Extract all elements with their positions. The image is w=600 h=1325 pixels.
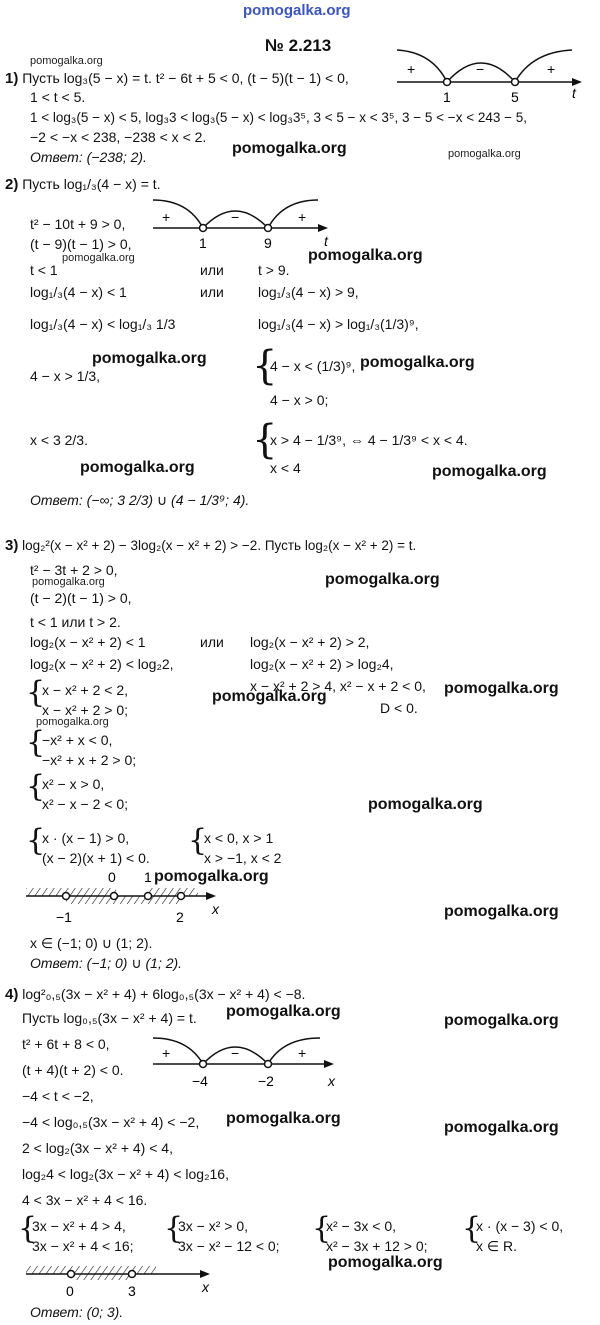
arc	[153, 1038, 203, 1064]
point-label: 9	[264, 235, 272, 251]
point-label: 5	[511, 89, 519, 105]
system-brace: {	[26, 823, 46, 858]
s2-right-1: log₁/₃(4 − x) > 9,	[258, 284, 359, 300]
s2-right-4: 4 − x > 0;	[270, 392, 329, 408]
system-brace: {	[462, 1211, 482, 1246]
s3-sys4-1: (x − 2)(x + 1) < 0.	[42, 850, 150, 866]
s4-sys1-0: 3x − x² + 4 > 4,	[32, 1218, 126, 1234]
open-point	[68, 1271, 75, 1278]
s4-left-7: 4 < 3x − x² + 4 < 16.	[22, 1192, 148, 1208]
s4-sys3-0: x² − 3x < 0,	[326, 1218, 397, 1234]
s4-sys4-0: x · (x − 3) < 0,	[476, 1218, 564, 1234]
s3-right-1: log₂(x − x² + 2) > log₂4,	[250, 656, 394, 672]
s3-result: x ∈ (−1; 0) ∪ (1; 2).	[30, 935, 153, 951]
s4-sys3-1: x² − 3x + 12 > 0;	[326, 1238, 428, 1254]
section-number: 1)	[5, 70, 19, 87]
s4-sys2-1: 3x − x² − 12 < 0;	[178, 1238, 280, 1254]
s2-left-3: log₁/₃(4 − x) < 1	[30, 284, 127, 300]
sign-label: +	[162, 209, 171, 225]
arc	[515, 50, 572, 82]
point-label: 1	[199, 235, 207, 251]
sign-axis-4	[148, 1030, 348, 1090]
arc	[153, 200, 203, 228]
section-number: 4)	[5, 986, 19, 1003]
system-brace: {	[312, 1211, 332, 1246]
hatched-region	[66, 896, 181, 904]
open-point	[63, 893, 70, 900]
watermark: pomogalka.org	[32, 576, 105, 588]
watermark: pomogalka.org	[444, 1012, 559, 1029]
s3-line1: log₂²(x − x² + 2) − 3log₂(x − x² + 2) > −2. Пусть log₂(x − x² + 2) = t.	[22, 538, 417, 553]
arc	[268, 1038, 320, 1064]
s4-left-5: 2 < log₂(3x − x² + 4) < 4,	[22, 1140, 173, 1156]
s3-sys2-0: −x² + x < 0,	[42, 732, 113, 748]
s2-left-6: x < 3 2/3.	[30, 432, 88, 448]
axis-arrow	[324, 1060, 334, 1068]
axis-var: t	[572, 85, 576, 101]
watermark: pomogalka.org	[80, 459, 195, 476]
sign-label: +	[298, 1045, 307, 1061]
s2-left-5: 4 − x > 1/3,	[30, 368, 101, 384]
section-2	[5, 176, 161, 193]
sign-label: +	[547, 61, 556, 77]
watermark: pomogalka.org	[444, 680, 559, 697]
axis-arrow	[318, 224, 328, 232]
s2-left-2: t < 1	[30, 262, 58, 278]
watermark: pomogalka.org	[30, 55, 103, 67]
open-point	[512, 79, 519, 86]
sign-label: −	[231, 1045, 240, 1061]
point-label: 0	[108, 869, 116, 885]
watermark: pomogalka.org	[36, 716, 109, 728]
s4-sys1-1: 3x − x² + 4 < 16;	[32, 1238, 134, 1254]
axis-var: x	[328, 1073, 335, 1089]
watermark: pomogalka.org	[432, 463, 547, 480]
s1-line1: Пусть log₃(5 − x) = t. t² − 6t + 5 < 0, (t − 5)(t − 1) < 0,	[22, 70, 349, 86]
axis-arrow	[200, 1270, 210, 1278]
s3-sys4-0: x · (x − 1) > 0,	[42, 830, 130, 846]
watermark: pomogalka.org	[325, 571, 440, 588]
s1-line3: 1 < log₃(5 − x) < 5, log₃3 < log₃(5 − x) < log₃3⁵, 3 < 5 − x < 3⁵, 3 − 5 < −x < 243 − 5,	[30, 110, 527, 125]
point-label: −4	[192, 1073, 208, 1089]
site-header[interactable]: pomogalka.org	[243, 2, 351, 19]
s2-right-2: log₁/₃(4 − x) > log₁/₃(1/3)⁹,	[258, 316, 419, 332]
s2-right-0: t > 9.	[258, 262, 290, 278]
system-brace: {	[26, 725, 46, 760]
open-point	[111, 893, 118, 900]
watermark: pomogalka.org	[226, 1003, 341, 1020]
watermark: pomogalka.org	[232, 140, 347, 157]
s4-left-4: −4 < log₀,₅(3x − x² + 4) < −2,	[22, 1114, 200, 1130]
s3-answer: Ответ: (−1; 0) ∪ (1; 2).	[30, 955, 183, 971]
s1-line4: −2 < −x < 238, −238 < x < 2.	[30, 129, 207, 145]
s2-answer: Ответ: (−∞; 3 2/3) ∪ (4 − 1/3⁹; 4).	[30, 492, 250, 508]
open-point	[200, 1061, 207, 1068]
s3-sys5-0: x < 0, x > 1	[204, 830, 274, 846]
s3-sys3-0: x² − x > 0,	[42, 776, 105, 792]
axis-arrow	[206, 892, 216, 900]
point-label: 1	[443, 89, 451, 105]
s2-left-0: t² − 10t + 9 > 0,	[30, 216, 126, 232]
sign-label: +	[298, 209, 307, 225]
s4-left-3: −4 < t < −2,	[22, 1088, 94, 1104]
section-1	[5, 70, 349, 87]
s3-left-4: log₂(x − x² + 2) < log₂2,	[30, 656, 174, 672]
system-brace: {	[252, 343, 278, 389]
open-point	[129, 1271, 136, 1278]
s2-or: или	[200, 262, 224, 278]
watermark: pomogalka.org	[92, 350, 207, 367]
s3-or: или	[200, 634, 224, 650]
point-label: −2	[258, 1073, 274, 1089]
sign-label: +	[162, 1045, 171, 1061]
s3-left-3: log₂(x − x² + 2) < 1	[30, 634, 146, 650]
system-brace: {	[164, 1211, 184, 1246]
s3-right-3: D < 0.	[380, 700, 418, 716]
s4-left-6: log₂4 < log₂(3x − x² + 4) < log₂16,	[22, 1166, 229, 1182]
s3-sys5-1: x > −1, x < 2	[204, 850, 282, 866]
hatched-region	[26, 888, 116, 896]
sign-axis-1	[392, 40, 592, 110]
hatched-region	[71, 1274, 131, 1280]
s3-left-1: (t − 2)(t − 1) > 0,	[30, 590, 132, 606]
watermark: pomogalka.org	[308, 247, 423, 264]
sign-label: +	[407, 61, 416, 77]
watermark: pomogalka.org	[360, 354, 475, 371]
s2-left-1: (t − 9)(t − 1) > 0,	[30, 236, 132, 252]
watermark: pomogalka.org	[62, 252, 135, 264]
hatched-region	[26, 1266, 156, 1274]
s3-sys1-0: x − x² + 2 < 2,	[42, 682, 128, 698]
watermark: pomogalka.org	[154, 868, 269, 885]
sign-label: −	[231, 209, 240, 225]
s4-left-0: Пусть log₀,₅(3x − x² + 4) = t.	[22, 1010, 197, 1026]
s2-right-5: x > 4 − 1/3⁹, ⇔ 4 − 1/3⁹ < x < 4.	[270, 432, 468, 448]
s3-sys1-1: x − x² + 2 > 0;	[42, 702, 128, 718]
open-point	[265, 1061, 272, 1068]
point-label: 2	[176, 909, 184, 925]
s2-or: или	[200, 284, 224, 300]
section-4	[5, 986, 305, 1003]
s3-right-0: log₂(x − x² + 2) > 2,	[250, 634, 370, 650]
open-point	[178, 893, 185, 900]
interval-axis-3	[26, 868, 226, 928]
s4-sys4-1: x ∈ R.	[476, 1238, 517, 1254]
s1-answer: Ответ: (−238; 2).	[30, 149, 147, 165]
s2-line1: Пусть log₁/₃(4 − x) = t.	[22, 176, 161, 192]
s2-left-4: log₁/₃(4 − x) < log₁/₃ 1/3	[30, 316, 176, 332]
open-point	[265, 225, 272, 232]
point-label: −1	[56, 909, 72, 925]
axis-var: x	[212, 901, 219, 917]
s3-sys3-1: x² − x − 2 < 0;	[42, 796, 128, 812]
system-brace: {	[26, 769, 46, 804]
s4-left-1: t² + 6t + 8 < 0,	[22, 1036, 110, 1052]
s1-line2: 1 < t < 5.	[30, 89, 86, 105]
s3-sys2-1: −x² + x + 2 > 0;	[42, 752, 137, 768]
system-brace: {	[188, 823, 208, 858]
interval-axis-4	[26, 1262, 226, 1302]
watermark: pomogalka.org	[444, 903, 559, 920]
s3-left-2: t < 1 или t > 2.	[30, 614, 121, 630]
s3-right-2: x − x² + 2 > 4, x² − x + 2 < 0,	[250, 678, 426, 694]
axis-var: t	[324, 233, 328, 249]
arc	[268, 200, 318, 228]
section-number: 3)	[5, 537, 19, 554]
section-3	[5, 537, 416, 554]
open-point	[145, 893, 152, 900]
open-point	[200, 225, 207, 232]
arc	[397, 50, 447, 82]
s4-line1: log²₀,₅(3x − x² + 4) + 6log₀,₅(3x − x² + 4) < −8.	[22, 986, 306, 1002]
s4-sys2-0: 3x − x² > 0,	[178, 1218, 249, 1234]
sign-axis-2	[148, 192, 338, 252]
section-number: 2)	[5, 176, 19, 193]
watermark: pomogalka.org	[448, 148, 521, 160]
open-point	[444, 79, 451, 86]
watermark: pomogalka.org	[444, 1119, 559, 1136]
s3-left-0: t² − 3t + 2 > 0,	[30, 562, 118, 578]
point-label: 3	[128, 1283, 136, 1299]
watermark: pomogalka.org	[226, 1110, 341, 1127]
watermark: pomogalka.org	[368, 796, 483, 813]
watermark: pomogalka.org	[328, 1254, 443, 1271]
system-brace: {	[26, 675, 46, 710]
point-label: 1	[144, 869, 152, 885]
s4-left-2: (t + 4)(t + 2) < 0.	[22, 1062, 124, 1078]
s2-right-3: 4 − x < (1/3)⁹,	[270, 358, 356, 374]
s4-answer: Ответ: (0; 3).	[30, 1304, 124, 1320]
axis-var: x	[202, 1279, 209, 1295]
hatched-region	[148, 888, 198, 896]
sign-label: −	[476, 61, 485, 77]
point-label: 0	[66, 1283, 74, 1299]
system-brace: {	[252, 417, 278, 463]
problem-number: № 2.213	[265, 36, 332, 55]
system-brace: {	[18, 1211, 38, 1246]
watermark: pomogalka.org	[212, 688, 327, 705]
s2-right-6: x < 4	[270, 460, 301, 476]
